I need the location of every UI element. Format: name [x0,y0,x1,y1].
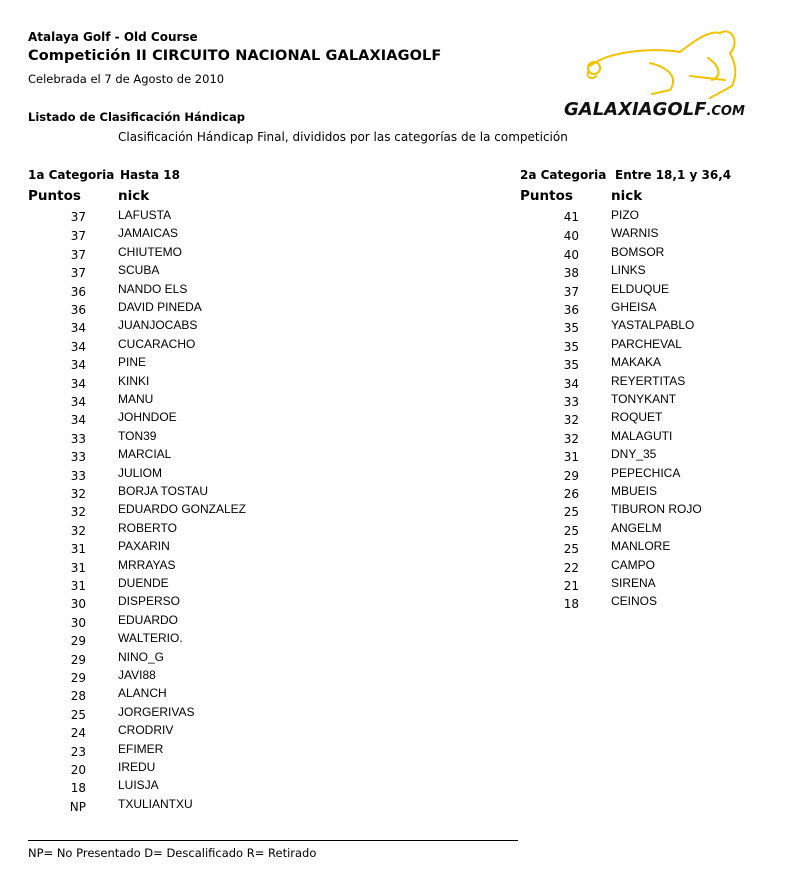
ranking-points: 35 [563,321,579,336]
ranking-points: 28 [70,689,86,704]
golfer-swing-icon [588,31,736,98]
ranking-row [0,723,800,741]
ranking-points: 36 [70,303,86,317]
ranking-nick: LUISJA [118,778,159,793]
ranking-points: 31 [70,542,86,557]
ranking-points: 36 [70,284,86,299]
ranking-nick: KINKI [118,373,150,388]
logo-wordmark-main: GALAXIAGOLF [564,99,707,120]
ranking-nick: TON39 [118,428,157,443]
ranking-nick: CUCARACHO [118,336,196,351]
ranking-nick: SIRENA [611,576,656,590]
ranking-row [0,778,800,796]
ranking-points: 34 [70,413,86,428]
ranking-row [0,631,800,649]
ranking-points: 25 [563,505,579,520]
ranking-points: 25 [563,523,579,538]
ranking-points: 25 [563,542,579,557]
category-2-points-header: Puntos [520,188,573,204]
ranking-row [0,410,800,428]
ranking-nick: CRODRIV [118,723,174,738]
ranking-nick: ROQUET [611,410,663,425]
ranking-points: 33 [70,431,86,446]
ranking-points: 29 [70,652,86,667]
ranking-row [0,245,800,263]
ranking-nick: LAFUSTA [118,208,172,222]
ranking-points: 40 [563,229,579,244]
ranking-row [0,337,800,355]
ranking-nick: WARNIS [611,226,659,241]
ranking-nick: TIBURON ROJO [611,502,702,517]
ranking-row [0,760,800,778]
ranking-row [0,502,800,520]
ranking-points: 20 [70,763,86,777]
ranking-points: 36 [563,303,579,317]
category-2-name: 2a Categoria [520,168,607,182]
ranking-row [0,521,800,539]
ranking-nick: MALAGUTI [611,428,673,443]
ranking-row [0,797,800,815]
ranking-nick: ELDUQUE [611,281,670,296]
ranking-points: 23 [70,744,86,759]
ranking-points: 32 [70,523,86,538]
category-1-range: Hasta 18 [120,168,180,182]
ranking-nick: PARCHEVAL [611,336,682,351]
ranking-nick: EDUARDO [118,612,179,627]
ranking-nick: PEPECHICA [611,465,681,480]
ranking-nick: JULIOM [118,465,163,480]
ranking-row [0,226,800,244]
ranking-points: 29 [563,468,579,483]
ranking-points: 35 [563,339,579,354]
ranking-nick: DISPERSO [118,594,181,609]
ranking-points: 32 [563,413,579,428]
galaxiagolf-logo [560,18,775,123]
ranking-nick: PAXARIN [118,539,170,554]
ranking-row [0,263,800,281]
competition-date: Celebrada el 7 de Agosto de 2010 [28,72,225,86]
ranking-points: NP [69,799,86,814]
ranking-nick: NANDO ELS [118,281,188,296]
list-subtitle: Clasificación Hándicap Final, divididos por las categorías de la competición [118,130,568,144]
ranking-points: 29 [70,671,86,685]
ranking-points: 29 [70,634,86,649]
club-name: Atalaya Golf - Old Course [28,30,198,44]
ranking-nick: MANU [118,392,154,406]
ranking-points: 31 [70,560,86,575]
ranking-points: 34 [70,395,86,409]
ranking-nick: MBUEIS [611,484,658,498]
ranking-row [0,447,800,465]
ranking-row [0,686,800,704]
ranking-row [0,355,800,373]
ranking-points: 34 [70,376,86,391]
ranking-nick: JORGERIVAS [118,704,195,719]
ranking-row [0,392,800,410]
ranking-points: 41 [563,210,579,224]
category-1-name: 1a Categoria [28,168,115,182]
ranking-nick: MARCIAL [118,447,172,462]
ranking-points: 40 [563,247,579,262]
ranking-nick: WALTERIO. [118,631,183,646]
ranking-nick: EFIMER [118,741,164,756]
ranking-nick: CHIUTEMO [118,244,182,259]
ranking-nick: MANLORE [611,539,671,554]
list-title: Listado de Clasificación Hándicap [28,110,245,124]
ranking-row [0,429,800,447]
ranking-nick: IREDU [118,760,156,774]
ranking-nick: DAVID PINEDA [118,300,202,314]
ranking-points: 31 [563,450,579,465]
ranking-nick: ROBERTO [118,520,177,535]
ranking-points: 34 [563,376,579,391]
ranking-points: 18 [70,781,86,796]
ranking-row [0,613,800,631]
ranking-nick: BORJA TOSTAU [118,484,209,498]
ranking-nick: YASTALPABLO [611,318,695,333]
ranking-row [0,300,800,318]
ranking-points: 37 [70,210,86,224]
ranking-row [0,208,800,226]
ranking-points: 30 [70,615,86,630]
ranking-points: 33 [563,395,579,409]
ranking-nick: MAKAKA [611,355,662,370]
ranking-points: 33 [70,468,86,483]
ranking-nick: SCUBA [118,263,160,278]
ranking-nick: BOMSOR [611,244,665,259]
ranking-row [0,558,800,576]
ranking-nick: GHEISA [611,300,657,314]
ranking-points: 18 [563,597,579,612]
ranking-nick: EDUARDO GONZALEZ [118,502,247,517]
ranking-row [0,484,800,502]
ranking-points: 37 [70,229,86,244]
ranking-points: 32 [70,505,86,520]
ranking-nick: ANGELM [611,520,662,535]
ranking-points: 37 [70,266,86,281]
ranking-nick: NINO_G [118,649,165,664]
ranking-row [0,539,800,557]
ranking-row [0,282,800,300]
ranking-points: 37 [70,247,86,262]
logo-wordmark [564,99,745,120]
ranking-points: 25 [70,707,86,722]
ranking-points: 32 [563,431,579,446]
competition-title: Competición II CIRCUITO NACIONAL GALAXIAGOLF [28,48,442,64]
ranking-nick: PIZO [611,208,640,222]
ranking-points: 34 [70,339,86,354]
ranking-points: 26 [563,487,579,501]
ranking-row [0,594,800,612]
ranking-nick: LINKS [611,263,646,278]
ranking-row [0,576,800,594]
ranking-nick: TONYKANT [611,392,677,406]
ranking-points: 38 [563,266,579,281]
category-1-points-header: Puntos [28,188,81,204]
ranking-points: 24 [70,726,86,741]
ranking-nick: JOHNDOE [118,410,177,425]
ranking-nick: JUANJOCABS [118,318,198,333]
ranking-nick: REYERTITAS [611,373,686,388]
footer-divider [28,840,518,841]
ranking-points: 22 [563,560,579,575]
ranking-nick: PINE [118,355,147,370]
ranking-points: 34 [70,321,86,336]
logo-wordmark-suffix: .COM [706,104,745,119]
ranking-nick: JAVI88 [118,668,156,682]
ranking-points: 21 [563,579,579,593]
ranking-row [0,374,800,392]
ranking-nick: JAMAICAS [118,226,179,241]
ranking-points: 35 [563,358,579,373]
ranking-row [0,742,800,760]
ranking-nick: ALANCH [118,686,167,701]
ranking-points: 33 [70,450,86,465]
ranking-nick: DUENDE [118,576,169,590]
ranking-points: 37 [563,284,579,299]
ranking-row [0,318,800,336]
ranking-nick: MRRAYAS [118,557,176,572]
ranking-nick: CEINOS [611,594,658,609]
footer-legend: NP= No Presentado D= Descalificado R= Retirado [28,846,317,860]
ranking-nick: CAMPO [611,557,656,572]
ranking-points: 30 [70,597,86,612]
ranking-row [0,466,800,484]
ranking-nick: DNY_35 [611,447,657,462]
ranking-points: 32 [70,487,86,501]
category-2-nick-header: nick [611,188,643,204]
category-2-range: Entre 18,1 y 36,4 [615,168,732,182]
ranking-points: 31 [70,579,86,593]
category-1-nick-header: nick [118,188,150,204]
ranking-nick: TXULIANTXU [118,796,193,811]
ranking-row [0,705,800,723]
ranking-row [0,650,800,668]
ranking-points: 34 [70,358,86,373]
ranking-row [0,668,800,686]
